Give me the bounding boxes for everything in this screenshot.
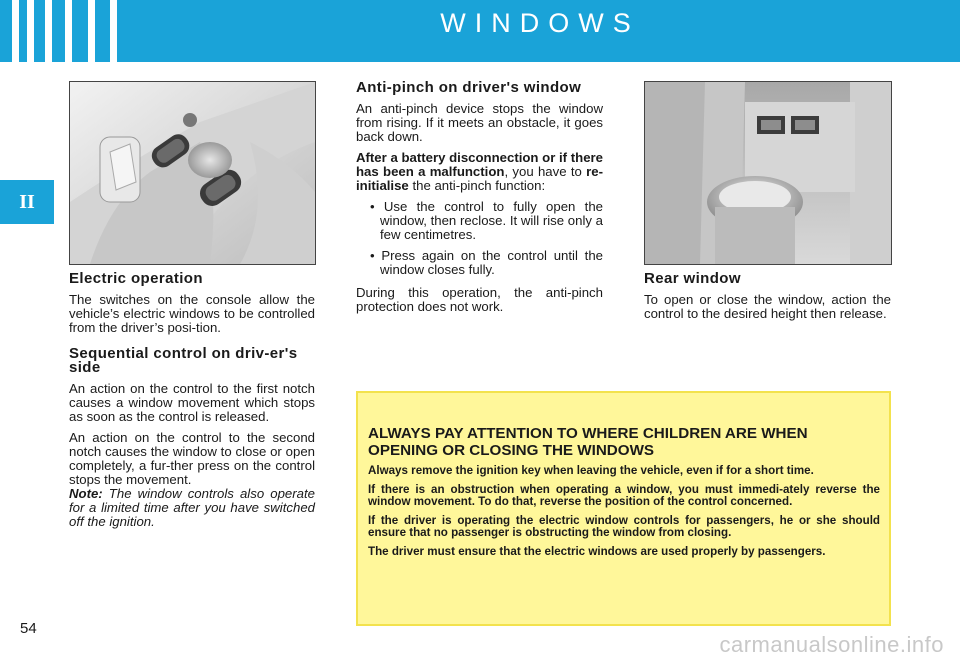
warning-paragraph: If there is an obstruction when operating a window, you must immedi-ately reverse the window movement. To do that, reverse the position of the control concerned. [368, 482, 880, 508]
header-stripe [65, 0, 72, 62]
warning-heading: ALWAYS PAY ATTENTION TO WHERE CHILDREN ARE WHEN OPENING OR CLOSING THE WINDOWS [368, 425, 808, 459]
reinitialise-text: re-initialise [356, 164, 603, 193]
page-title: WINDOWS [440, 8, 640, 38]
sequential-paragraph-2: An action on the control to the second notch causes the window to close or open completely, a fur-ther press on the control stops the movement. [69, 430, 315, 487]
header-stripe [12, 0, 19, 62]
page-header [0, 0, 960, 62]
left-column [69, 272, 315, 536]
battery-bold-text: After a battery disconnection or if there has been a malfunction [356, 150, 603, 179]
battery-mid-text: , you have to [504, 164, 587, 179]
during-operation-paragraph: During this operation, the anti-pinch protection does not work. [356, 285, 603, 314]
electric-operation-text: The switches on the console allow the vehicle’s electric windows to be controlled from the driver’s posi-tion. [69, 292, 315, 335]
rear-window-text: To open or close the window, action the control to the desired height then release. [644, 292, 891, 321]
battery-paragraph [356, 151, 603, 193]
note-paragraph [69, 487, 315, 529]
sequential-paragraph-1: An action on the control to the first notch causes a window movement which stops as soon as the control is released. [69, 381, 315, 424]
electric-operation-heading: Electric operation [69, 270, 203, 287]
header-stripe [110, 0, 117, 62]
console-switches-photo [69, 81, 316, 265]
sequential-control-heading: Sequential control on driv-er's side [69, 345, 298, 376]
bullet-item: • Use the control to fully open the window, then reclose. It will rise only a few centimetres. [370, 199, 603, 242]
header-stripe [45, 0, 52, 62]
anti-pinch-paragraph: An anti-pinch device stops the window from rising. If it meets an obstacle, it goes back down. [356, 101, 603, 144]
note-text: The window controls also operate for a limited time after you have switched off the ignition. [69, 486, 315, 529]
bullet-item: • Press again on the control until the window closes fully. [370, 248, 603, 277]
rear-window-heading: Rear window [644, 270, 741, 287]
watermark: carmanualsonline.info [719, 632, 944, 657]
warning-paragraph: The driver must ensure that the electric windows are used properly by passengers. [368, 544, 826, 558]
anti-pinch-heading: Anti-pinch on driver's window [356, 79, 582, 96]
warning-paragraph: Always remove the ignition key when leaving the vehicle, even if for a short time. [368, 464, 814, 477]
section-tab: II [0, 180, 54, 224]
battery-end-text: the anti-pinch function: [408, 178, 546, 193]
header-stripe [88, 0, 95, 62]
page-number: 54 [20, 620, 37, 637]
right-column [644, 272, 891, 328]
note-label: Note: [69, 486, 103, 501]
middle-column [356, 81, 603, 321]
header-stripe [27, 0, 34, 62]
warning-box [356, 391, 891, 626]
rear-window-switches-photo [644, 81, 892, 265]
warning-paragraph: If the driver is operating the electric window controls for passengers, he or she should ensure that no passenger is obstructing the window from closing. [368, 513, 880, 539]
